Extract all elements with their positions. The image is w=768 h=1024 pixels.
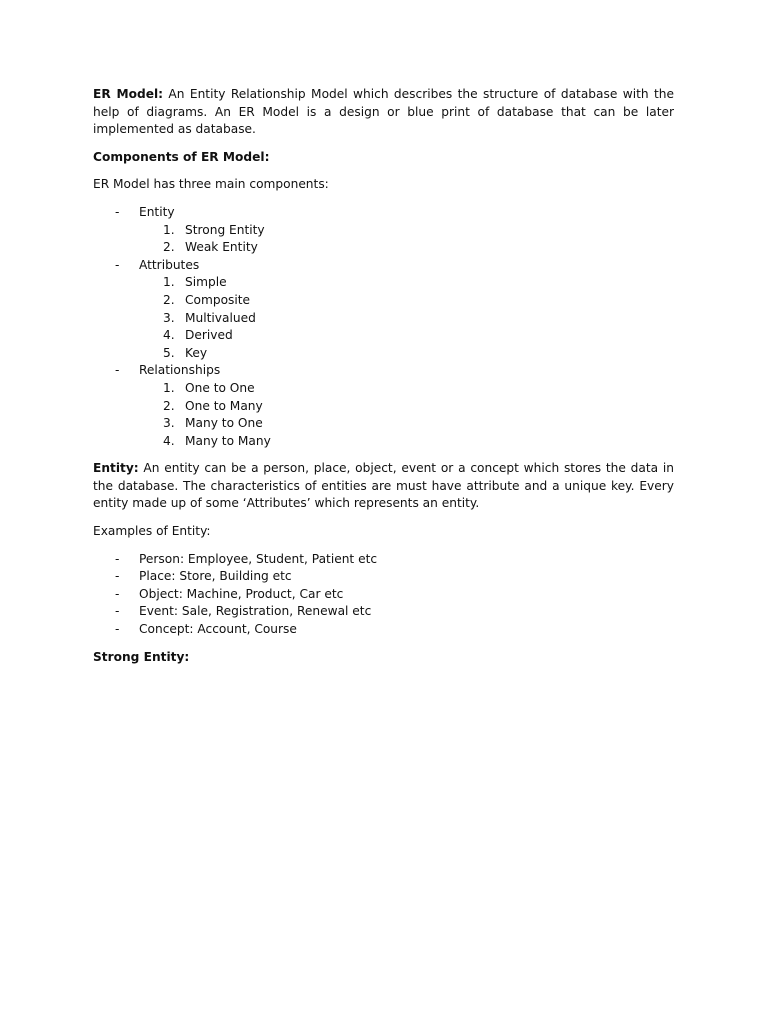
sublist-item: 2. Weak Entity bbox=[163, 240, 258, 255]
sublist-item: 4. Many to Many bbox=[163, 433, 271, 448]
list-item: - Person: Employee, Student, Patient etc bbox=[115, 551, 378, 566]
sublist-item: 1. Simple bbox=[163, 275, 227, 290]
attributes-sublist bbox=[139, 274, 674, 362]
strong-entity-heading: Strong Entity: bbox=[93, 649, 190, 664]
list-item-entity bbox=[93, 204, 674, 257]
list-item: - Concept: Account, Course bbox=[115, 622, 297, 637]
entity-definition: An entity can be a person, place, object, event or a concept which stores the data in the database. The characteristics of entities are must have attribute and a unique key. Every entity made up of some ‘Attributes’ which represents an entity. bbox=[93, 461, 674, 511]
components-list bbox=[93, 204, 674, 450]
document-page bbox=[93, 86, 674, 666]
sublist-item: 1. One to One bbox=[163, 380, 255, 395]
components-heading: Components of ER Model: bbox=[93, 149, 270, 164]
entity-sublist bbox=[139, 222, 674, 257]
list-item-label: Relationships bbox=[139, 363, 221, 378]
list-item-relationships bbox=[93, 362, 674, 450]
list-item: - Object: Machine, Product, Car etc bbox=[115, 586, 344, 601]
sublist-item: 1. Strong Entity bbox=[163, 222, 265, 237]
entity-paragraph bbox=[93, 460, 674, 513]
sublist-item: 2. Composite bbox=[163, 292, 251, 307]
sublist-item: 4. Derived bbox=[163, 328, 233, 343]
sublist-item: 3. Multivalued bbox=[163, 310, 256, 325]
dash-marker: - bbox=[115, 257, 120, 272]
dash-marker: - bbox=[115, 204, 120, 219]
er-model-paragraph bbox=[93, 86, 674, 139]
examples-list bbox=[93, 551, 674, 639]
list-item-label: Attributes bbox=[139, 257, 200, 272]
list-item: - Event: Sale, Registration, Renewal etc bbox=[115, 604, 372, 619]
examples-heading: Examples of Entity: bbox=[93, 524, 211, 539]
relationships-sublist bbox=[139, 380, 674, 450]
er-model-definition: An Entity Relationship Model which describes the structure of database with the help of diagrams. An ER Model is a design or blue print of database that can be later implemented as database. bbox=[93, 87, 674, 137]
dash-marker: - bbox=[115, 363, 120, 378]
sublist-item: 5. Key bbox=[163, 345, 208, 360]
list-item-attributes bbox=[93, 257, 674, 363]
list-item-label: Entity bbox=[139, 204, 175, 219]
sublist-item: 2. One to Many bbox=[163, 398, 263, 413]
list-item: - Place: Store, Building etc bbox=[115, 569, 292, 584]
er-model-term: ER Model: bbox=[93, 87, 164, 101]
sublist-item: 3. Many to One bbox=[163, 416, 263, 431]
entity-term: Entity: bbox=[93, 461, 139, 476]
components-intro: ER Model has three main components: bbox=[93, 177, 329, 192]
